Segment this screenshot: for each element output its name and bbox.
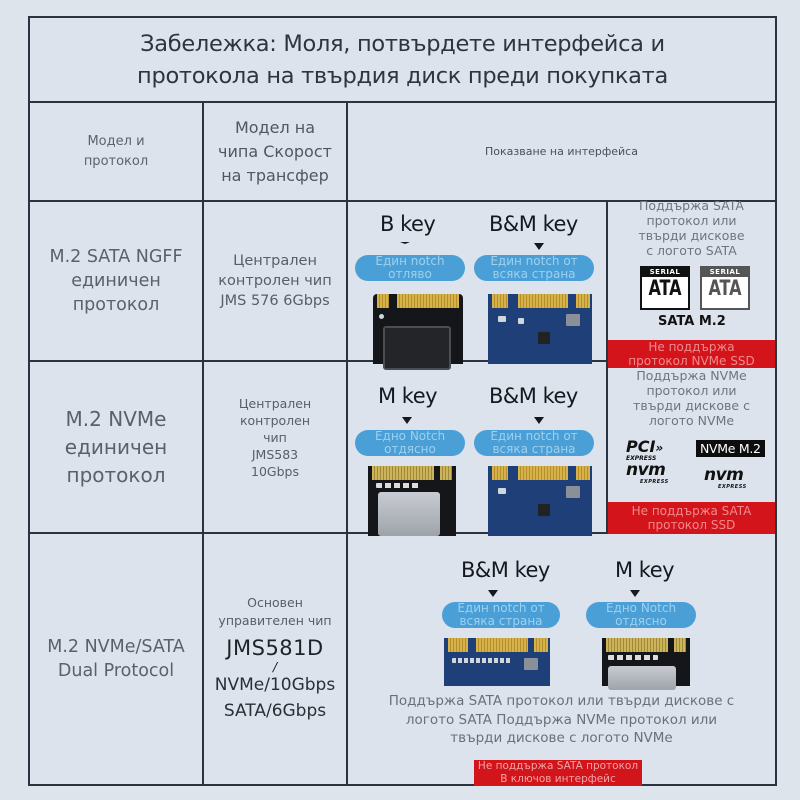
- model-text: единичен: [64, 435, 168, 459]
- nvm-express-logo: [626, 460, 669, 485]
- component: [518, 318, 524, 324]
- header-text: на трансфер: [221, 165, 329, 185]
- model-text: M.2 NVMe/SATA: [47, 637, 185, 657]
- arrow-down-icon: [534, 243, 544, 250]
- pci-express-logo: [626, 437, 664, 462]
- title-line-2: протокола на твърдия диск преди покупката: [137, 63, 668, 89]
- pins: [576, 294, 590, 308]
- notch-badge: [355, 430, 465, 456]
- key-label: B&M key: [489, 212, 578, 236]
- logo-text: nvm: [626, 460, 666, 480]
- warning-text: Не поддържа SATA протокол: [477, 760, 639, 772]
- pins: [674, 638, 686, 652]
- pins: [397, 294, 459, 308]
- header-chip: [204, 103, 346, 200]
- chip-text: Основен: [247, 595, 303, 610]
- logo-text: ATA: [708, 276, 742, 300]
- warning-text: Не поддържа SATA: [631, 504, 752, 518]
- logo-text: EXPRESS: [626, 455, 657, 462]
- support-text: [608, 368, 775, 428]
- notch-text: всяка страна: [459, 614, 543, 628]
- row-nvme-model: [30, 362, 202, 532]
- pins: [448, 638, 468, 652]
- notch-badge: [474, 430, 594, 456]
- row-nvme-support: [608, 362, 775, 532]
- notch-text: отдясно: [384, 442, 436, 456]
- pins: [576, 466, 590, 480]
- support-line: твърди дискове: [638, 228, 745, 243]
- chip-speed: SATA/6Gbps: [223, 701, 327, 721]
- nvme-m2-badge: NVMe M.2: [696, 440, 765, 457]
- chip-text: контролен: [239, 412, 311, 428]
- notch-badge: [355, 255, 465, 281]
- support-line: логото NVMe: [648, 413, 735, 428]
- notch-text: всяка страна: [492, 442, 576, 456]
- chip-text: управителен чип: [218, 613, 332, 628]
- chip-text: чип: [263, 429, 287, 445]
- component: [566, 486, 580, 498]
- notch-badge: [586, 602, 696, 628]
- model-text: M.2 SATA NGFF: [49, 247, 183, 267]
- key-label: B&M key: [461, 558, 550, 582]
- support-line: твърди дискове с логото NVMe: [450, 730, 673, 746]
- model-text: единичен: [71, 271, 161, 291]
- pins: [492, 466, 508, 480]
- chevron-icon: »: [655, 441, 664, 455]
- component: [452, 658, 512, 663]
- logo-text: SERIAL: [642, 268, 688, 277]
- logo-text: PCI: [626, 437, 656, 456]
- comparison-table: [28, 16, 777, 786]
- row-nvme-interface: [348, 362, 606, 532]
- support-line: с логото SATA: [646, 243, 737, 258]
- serial-ata-logo: [640, 266, 690, 310]
- logo-text: nvm: [704, 465, 744, 485]
- support-line: Поддържа SATA протокол или твърди дискове с: [388, 693, 735, 709]
- arrow-down-icon: [488, 590, 498, 597]
- logo-text: ATA: [648, 276, 682, 300]
- component: [376, 483, 420, 488]
- arrow-down-icon: [534, 417, 544, 424]
- m2-board-b-key: [373, 294, 463, 364]
- notch-text: Един notch от: [490, 429, 578, 443]
- m2-board-m-key: [368, 466, 456, 536]
- title-line-1: Забележка: Моля, потвърдете интерфейса и: [140, 31, 665, 57]
- support-line: Поддържа NVMe: [636, 368, 747, 383]
- component: [498, 316, 506, 322]
- support-line: протокол или: [646, 383, 737, 398]
- support-line: логото SATA Поддържа NVMe протокол или: [405, 711, 718, 728]
- model-text: протокол: [72, 295, 160, 315]
- row-sata-support: [608, 198, 775, 368]
- page-title: [30, 18, 775, 102]
- warning-text: Не поддържа: [648, 340, 735, 354]
- component: [498, 488, 506, 494]
- warning-banner: [474, 760, 642, 786]
- chip-text: контролен чип: [218, 273, 332, 289]
- component: [524, 658, 538, 670]
- pins: [518, 294, 568, 308]
- component: [566, 314, 580, 326]
- pins: [377, 294, 389, 308]
- chip-text: Централен: [238, 395, 312, 411]
- pins: [492, 294, 508, 308]
- chip-text: Централен: [233, 253, 317, 269]
- model-text: M.2 NVMe: [65, 407, 167, 431]
- notch-text: Едно Notch: [605, 601, 677, 615]
- notch-text: всяка страна: [492, 267, 576, 281]
- component: [538, 504, 550, 516]
- logo-text: SERIAL: [702, 268, 748, 277]
- support-text: [608, 198, 775, 258]
- support-text: [348, 692, 775, 748]
- header-text: Модел и: [87, 133, 145, 149]
- warning-text: В ключов интерфейс: [500, 773, 616, 785]
- notch-text: отдясно: [615, 614, 667, 628]
- notch-text: Едно Notch: [374, 429, 446, 443]
- notch-text: Един notch: [375, 254, 445, 268]
- pins: [440, 466, 452, 480]
- header-model: [30, 103, 202, 200]
- component: [379, 314, 384, 319]
- warning-banner: [608, 502, 775, 534]
- arrow-down-icon: [630, 590, 640, 597]
- sata-m2-label: SATA M.2: [658, 314, 726, 329]
- row-nvme-chip: [204, 362, 346, 512]
- row-dual-model: [30, 534, 202, 784]
- component: [538, 332, 550, 344]
- logo-text: EXPRESS: [718, 484, 747, 490]
- key-label: M key: [378, 384, 438, 408]
- chip-speed: NVMe/10Gbps: [214, 675, 336, 695]
- pins: [476, 638, 528, 652]
- notch-badge: [442, 602, 560, 628]
- row-sata-model: [30, 202, 202, 360]
- key-label: B key: [380, 212, 436, 236]
- chip-text: 10Gbps: [251, 463, 299, 479]
- arrow-down-icon: [402, 417, 412, 424]
- support-line: твърди дискове с: [633, 398, 750, 413]
- pins: [518, 466, 568, 480]
- header-text: протокол: [83, 153, 149, 169]
- heat-spreader: [378, 492, 440, 536]
- row-sata-chip: [204, 202, 346, 360]
- pins: [534, 638, 548, 652]
- header-text: Показване на интерфейса: [485, 145, 638, 158]
- header-interface: [348, 103, 775, 200]
- notch-badge: [474, 255, 594, 281]
- warning-text: протокол NVMe SSD: [628, 354, 755, 368]
- component: [608, 655, 658, 660]
- support-line: Поддържа SATA: [639, 198, 744, 213]
- header-text: чипа Скорост: [218, 141, 332, 161]
- warning-text: протокол SSD: [647, 518, 736, 532]
- chip-separator: /: [272, 659, 278, 674]
- m2-board-bm-key: [488, 466, 592, 536]
- row-sata-interface: [348, 202, 606, 360]
- model-text: протокол: [66, 463, 166, 487]
- arrow-down-icon: [400, 242, 410, 244]
- heat-spreader: [608, 666, 676, 690]
- m2-board-bm-key: [488, 294, 592, 364]
- pins: [372, 466, 434, 480]
- pins: [606, 638, 668, 652]
- nvm-express-logo: [704, 465, 747, 490]
- key-label: M key: [615, 558, 675, 582]
- notch-text: Един notch от: [457, 601, 545, 615]
- m2-board-bm-key: [444, 638, 550, 686]
- chip-text: JMS583: [251, 446, 299, 462]
- chip-text: JMS 576 6Gbps: [220, 293, 330, 309]
- header-text: Модел на: [234, 117, 316, 137]
- notch-text: отляво: [388, 267, 432, 281]
- notch-text: Един notch от: [490, 254, 578, 268]
- m2-board-m-key: [602, 638, 690, 686]
- row-dual-chip: [204, 534, 346, 784]
- logo-text: EXPRESS: [640, 479, 669, 485]
- serial-ata-logo: [700, 266, 750, 310]
- key-label: B&M key: [489, 384, 578, 408]
- support-line: протокол или: [646, 213, 737, 228]
- chip-model: JMS581D: [226, 636, 324, 660]
- model-text: Dual Protocol: [57, 661, 175, 681]
- row-dual-interface: [348, 534, 775, 784]
